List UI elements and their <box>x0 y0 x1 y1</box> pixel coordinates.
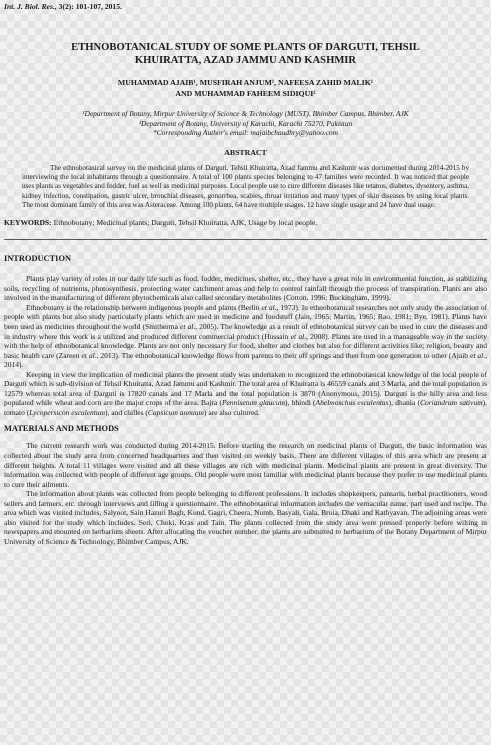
introduction-heading: INTRODUCTION <box>4 254 72 264</box>
affiliation-1: ¹Department of Botany, Mirpur University of Science & Technology (MUST), Bhimber Campus, Bhimber, AJK <box>82 109 409 118</box>
methods-paragraph-1: The current research work was conducted during 2014-2015. Before starting the research on medicinal plants of Darguti, the basic information was collected about the study area from concerned headquarters and then visited on weekly basis. There are different villages of this area which are present at different heights. A total 11 villages were visited and all these villages are rich with medicinal plants. Medicinal plants are present in great diversity. The information was collected with people of different age groups. Old people were most familiar with medicinal plants because they prefer to use medicinal plants to cure their ailments. <box>4 441 487 489</box>
author-list <box>4 77 487 99</box>
abstract-text: The ethnobotanical survey on the medicinal plants of Darguti, Tehsil Khuiratta, Azad Jammu and Kashmir was documented during 2014-2015 by interviewing the local inhabitants through a questionnaire. A total of 100 plants species belonging to 47 families were recorded. It was noticed that people uses plants as vegetables and fodder, fuel as well as medicinal purposes. Local people use to cure different diseases like tetanus, diabetes, dysentery, asthma, kidney infection, constipation, gastric ulcer, bronchial diseases, gonorrhea, scabies, throat irritation and many types of skin diseases by using local plants. The most dominant family of this area was Asteraceae. Among 100 plants, 64 have multiple usages, 12 have single usage and 24 have dual usage. <box>22 163 469 209</box>
intro-paragraph-2: Ethnobotany is the relationship between indigenous people and plants (Berlin et al., 1973). In ethnobotanical researches not only study the association of people with plants but also study particularly plants which are used in medicine and foodstuff (Jain, 1965; Martin, 1965; Rao, 1981; Bye, 1981). Plants have been used as medicines throughout the world (Smitherma et al., 2005). The knowledge as a result of ethnobotanical survey can be used to cure the diseases and in industry where this work is a utilized and produced different commercial product (Hussain et al., 2008). Plants are used in a manageable way in the society with the help of ethnobotanical knowledge. Plants are not only necessary for food, shelter and clothes but also for different activities like; religion, beauty and basic health care (Zareen et al., 2013). The ethnobotanical knowledge flows from parents to their off springs and then from one generation to other (Ajaib et al., 2014). <box>4 302 488 370</box>
corresponding-author: *Corresponding Author's email: majaibchaudhry@yahoo.com <box>153 128 338 138</box>
affiliation-2: ²Department of Botany, University of Karachi, Karachi 75270, Pakistan <box>138 118 353 128</box>
section-divider <box>4 239 487 240</box>
keywords <box>4 218 487 228</box>
keywords-text: Ethnobotany; Medicinal plants; Darguti, Tehsil Khuiratta, AJK, Usage by local people. <box>51 218 318 228</box>
journal-header <box>4 0 487 11</box>
intro-paragraph-1: Plants play variety of roles in our daily life such as food, fodder, medicines, shelter, etc., they have a great role in environmental function, as stabilizing soils, recycling of nutrients, photosynthesis, protecting water catchment areas and help to control rainfall through the process of transpiration. Plants are also involved in the manufacturing of different phytochemicals also called secondary metabolites (Cotton, 1996; Buckingham, 1999). <box>4 274 487 303</box>
journal-name: Int. J. Biol. Res., <box>4 2 57 11</box>
materials-methods-heading: MATERIALS AND METHODS <box>4 424 119 434</box>
journal-ref: 3(2): 101-107, 2015. <box>56 2 122 11</box>
keywords-label: KEYWORDS: <box>4 218 52 228</box>
methods-paragraph-2: The information about plants was collected from people belonging to different professions. It includes shopkeepers, pansaris, herbal practitioners, wood sellers and farmers, etc. through interviews and filling a questionnaire. The ethnobotanical information includes the vernacular name, part used and recipe. The area which was visited includes, Salyoot, Sain Hazuri Bagh, Kund, Gagri, Cheera, Numb, Basyali, Gala, Bruia, Dhaki and Kathyavan. The adjoining areas were also visited for the study which includes, Seri, Choki, Kras and Tain. The plants collected from the study area were pressed properly before wilting in newspapers and mounted on herbarium sheets. After allocating the voucher number, the plants are submitted to herbarium of the Botany Department of Mirpur University of Science & Technology, Bhimber Campus, AJK. <box>4 489 487 546</box>
affiliations <box>4 109 487 138</box>
abstract-heading: ABSTRACT <box>224 147 267 157</box>
paper-title: ETHNOBOTANICAL STUDY OF SOME PLANTS OF DARGUTI, TEHSIL KHUIRATTA, AZAD JAMMU AND KASHMIR <box>71 42 420 66</box>
author-line-2: AND MUHAMMAD FAHEEM SIDIQUI² <box>175 89 316 98</box>
intro-paragraph-3: Keeping in view the implication of medicinal plants the present study was undertaken to recognized the ethnobotanical knowledge of the local people of Darguti which is sub-division of Tehsil Khuiratta, Azad Jammu and Kashmir. The total area of Khuiratta is 46559 canals and 3 Marla, and the total population is 12579 whereas total area of Darguti is 17820 canals and 17 Marla and the total population is 3870 (Anonymous, 2015). Darguti is the hilly area and less populated while wheat and corn are the major crops of the area. Bajra (Pennisetum glaucum), bhindi (Abelmoschus esculentus), dhania (Coriandrum sativum), tomato (Lycopersicon esculentum), and chilles (Capsicum annuum) are also cultured. <box>4 369 487 417</box>
author-line-1: MUHAMMAD AJAIB¹, MUSFIRAH ANJUM¹, NAFEESA ZAHID MALIK¹ <box>117 78 374 87</box>
